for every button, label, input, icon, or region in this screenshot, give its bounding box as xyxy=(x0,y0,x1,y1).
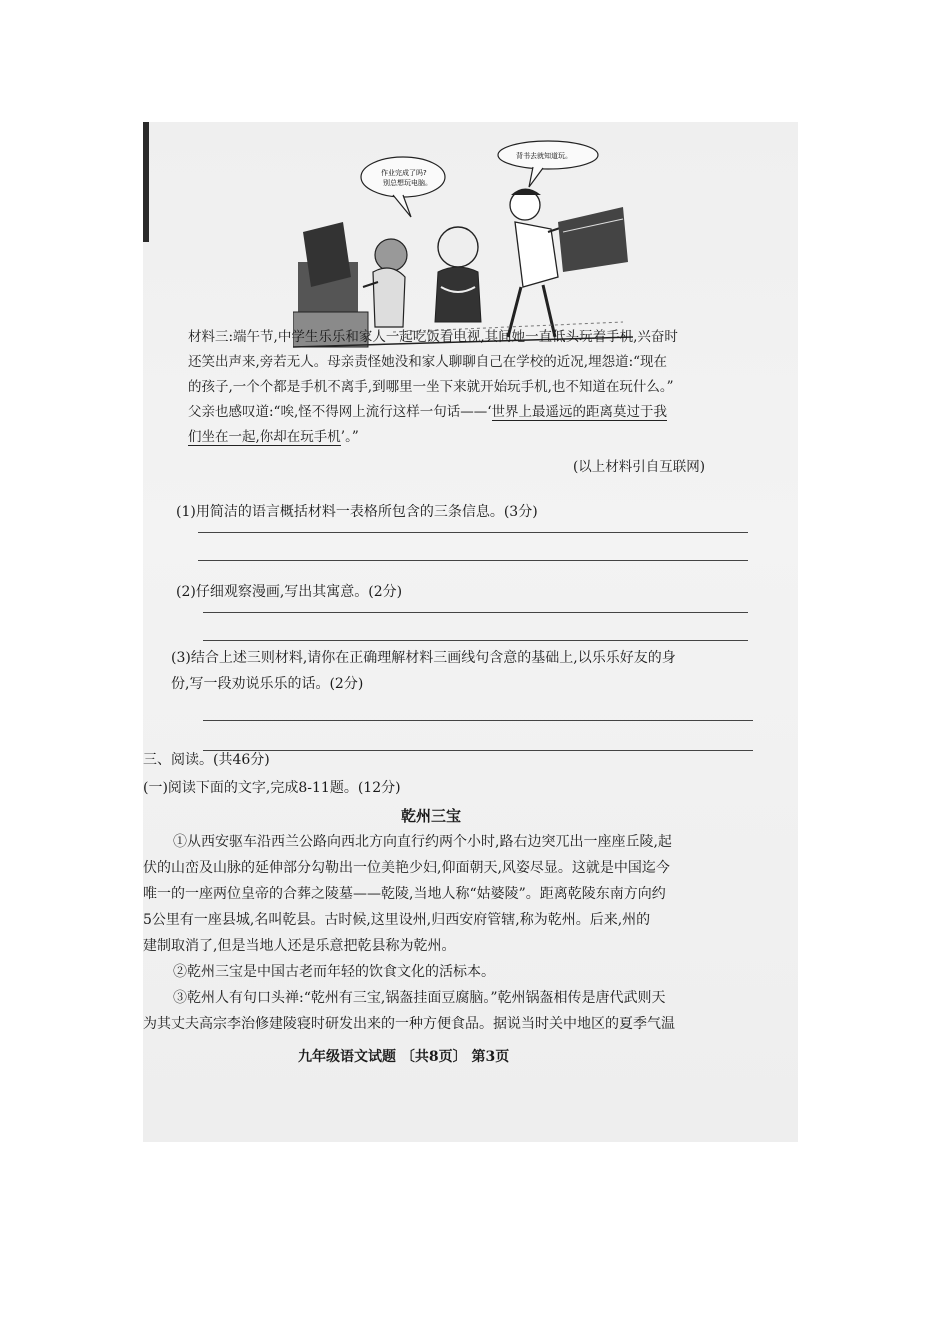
passage-p1-line-2: 伏的山峦及山脉的延伸部分勾勒出一位美艳少妇,仰面朝天,风姿尽显。这就是中国迄今 xyxy=(143,860,670,876)
underlined-sentence-1: 世界上最遥远的距离莫过于我 xyxy=(491,404,668,420)
material3-line-1: 材料三:端午节,中学生乐乐和家人一起吃饭看电视,其间她一直低头玩着手机,兴奋时 xyxy=(188,329,678,345)
question-2: (2)仔细观察漫画,写出其寓意。(2分) xyxy=(176,584,403,600)
piano xyxy=(558,207,628,272)
material-source: (以上材料引自互联网) xyxy=(573,459,706,475)
cartoon-illustration xyxy=(293,137,633,357)
computer-monitor xyxy=(303,222,351,287)
reading-section-heading: 三、阅读。(共46分) xyxy=(143,752,270,768)
mother-figure xyxy=(375,239,407,271)
answer-line[interactable] xyxy=(198,532,748,533)
material3-line-4-text: 父亲也感叹道:“唉,怪不得网上流行这样一句话——‘ xyxy=(188,404,492,420)
material3-line-5-text: ’。” xyxy=(340,429,359,445)
question-1: (1)用简洁的语言概括材料一表格所包含的三条信息。(3分) xyxy=(176,504,538,520)
page-footer: 九年级语文试题 〔共8页〕 第3页 xyxy=(298,1049,510,1065)
question-3-line-1: (3)结合上述三则材料,请你在正确理解材料三画线句含意的基础上,以乐乐好友的身 xyxy=(171,650,676,666)
passage-title: 乾州三宝 xyxy=(401,807,462,825)
speech-bubble-left xyxy=(361,157,445,197)
material3-line-4 xyxy=(188,402,667,422)
answer-line[interactable] xyxy=(203,612,748,613)
answer-line[interactable] xyxy=(203,750,753,751)
passage-p3-line-1: ③乾州人有句口头禅:“乾州有三宝,锅盔挂面豆腐脑。”乾州锅盔相传是唐代武则天 xyxy=(173,990,666,1006)
passage-p1-line-4: 5公里有一座县城,名叫乾县。古时候,这里设州,归西安府管辖,称为乾州。后来,州的 xyxy=(143,912,651,928)
bubble-left-text-2: 别总想玩电脑。 xyxy=(383,179,432,187)
underlined-sentence-2: 们坐在一起,你却在玩手机 xyxy=(188,429,341,445)
passage-p1-line-1: ①从西安驱车沿西兰公路向西北方向直行约两个小时,路右边突兀出一座座丘陵,起 xyxy=(173,834,672,850)
answer-line[interactable] xyxy=(203,720,753,721)
answer-line[interactable] xyxy=(198,560,748,561)
material3-line-3: 的孩子,一个个都是手机不离手,到哪里一坐下来就开始玩手机,也不知道在玩什么。” xyxy=(188,379,674,395)
material3-line-5 xyxy=(188,427,359,447)
reading-sub-heading: (一)阅读下面的文字,完成8-11题。(12分) xyxy=(143,780,401,796)
answer-line[interactable] xyxy=(203,640,748,641)
material3-line-2: 还笑出声来,旁若无人。母亲责怪她没和家人聊聊自己在学校的近况,埋怨道:“现在 xyxy=(188,354,668,370)
question-3-line-2: 份,写一段劝说乐乐的话。(2分) xyxy=(171,676,364,692)
exam-page xyxy=(143,122,798,1142)
passage-p3-line-2: 为其丈夫高宗李治修建陵寝时研发出来的一种方便食品。据说当时关中地区的夏季气温 xyxy=(143,1016,675,1032)
passage-p2: ②乾州三宝是中国古老而年轻的饮食文化的活标本。 xyxy=(173,964,495,980)
bubble-right-text: 背书去就知道玩。 xyxy=(516,152,572,160)
passage-p1-line-5: 建制取消了,但是当地人还是乐意把乾县称为乾州。 xyxy=(143,938,456,954)
page-edge-shadow xyxy=(143,122,149,242)
passage-p1-line-3: 唯一的一座两位皇帝的合葬之陵墓——乾陵,当地人称“姑婆陵”。距离乾陵东南方向约 xyxy=(143,886,666,902)
child-figure xyxy=(438,227,478,267)
bubble-left-text-1: 作业完成了吗? xyxy=(381,169,427,177)
